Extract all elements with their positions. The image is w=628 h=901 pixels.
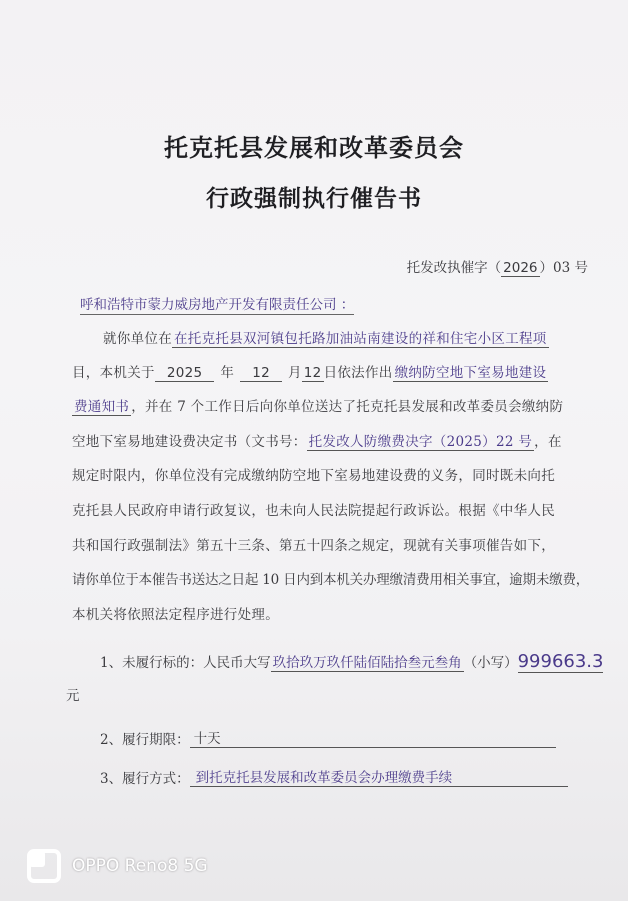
item-1-unpaid-amount — [100, 651, 603, 672]
body-line-7: 共和国行政强制法》第五十三条、第五十四条之规定，现就有关事项催告如下， — [72, 538, 555, 554]
body-text: 年 — [220, 365, 235, 381]
deadline-fill: 十天 — [193, 731, 221, 747]
decision-number-fill: 托发改人防缴费决字（2025）22 号 — [308, 434, 533, 450]
body-line-6: 克托县人民政府申请行政复议，也未向人民法院提起行政诉讼。根据《中华人民 — [72, 503, 555, 519]
amount-uppercase-fill: 玖拾玖万玖仟陆佰陆拾叁元叁角 — [272, 655, 462, 671]
document-subtitle: 行政强制执行催告书 — [206, 185, 422, 212]
body-line-4 — [72, 430, 562, 450]
body-text: 空地下室易地建设费决定书（文书号： — [72, 434, 307, 450]
body-text: 就你单位在 — [103, 331, 172, 347]
body-line-3 — [72, 395, 563, 415]
body-text: ，并在 7 个工作日后向你单位送达了托克托县发展和改革委员会缴纳防 — [131, 399, 564, 415]
amount-numeric-fill: 999663.3 — [517, 651, 604, 672]
body-line-1 — [103, 327, 549, 347]
date-month-fill: 12 — [240, 365, 282, 382]
body-line-2 — [72, 361, 548, 381]
document-title: 托克托县发展和改革委员会 — [164, 133, 464, 162]
body-text: 日依法作出 — [323, 365, 393, 381]
item-label: （小写） — [463, 655, 518, 671]
notice-name-fill-cont: 费通知书 — [74, 399, 130, 415]
date-day-fill: 12 — [303, 365, 322, 381]
doc-number-suffix: ）03 号 — [539, 260, 588, 276]
document-number — [407, 256, 588, 276]
item-label: 1、未履行标的：人民币大写 — [100, 655, 271, 671]
item-3-method — [100, 766, 568, 787]
addressee: 呼和浩特市蒙力威房地产开发有限责任公司 ： — [80, 293, 354, 315]
camera-frame-icon — [26, 848, 62, 884]
body-text: 月 — [287, 365, 302, 381]
doc-number-year: 2026 — [503, 260, 538, 276]
body-line-8: 请你单位于本催告书送达之日起 10 日内到本机关办理缴清费用相关事宜，逾期未缴费， — [72, 572, 590, 588]
item-1-unit: 元 — [66, 688, 80, 704]
date-year-fill: 2025 — [155, 365, 215, 382]
project-name-fill: 在托克托县双河镇包托路加油站南建设的祥和住宅小区工程项 — [174, 331, 547, 347]
notice-name-fill: 缴纳防空地下室易地建设 — [394, 365, 547, 381]
camera-watermark — [26, 848, 208, 884]
doc-number-prefix: 托发改执催字（ — [406, 260, 502, 276]
method-fill: 到托克托县发展和改革委员会办理缴费手续 — [195, 770, 453, 786]
item-label: 3、履行方式： — [100, 771, 190, 787]
body-line-5: 规定时限内，你单位没有完成缴纳防空地下室易地建设费的义务，同时既未向托 — [72, 468, 555, 484]
body-line-9: 本机关将依照法定程序进行处理。 — [72, 607, 279, 623]
item-2-deadline — [100, 727, 556, 748]
body-text: ，在 — [534, 434, 562, 450]
watermark-text: OPPO Reno8 5G — [72, 856, 208, 876]
body-text: 目，本机关于 — [72, 365, 155, 381]
item-label: 2、履行期限： — [100, 732, 190, 748]
